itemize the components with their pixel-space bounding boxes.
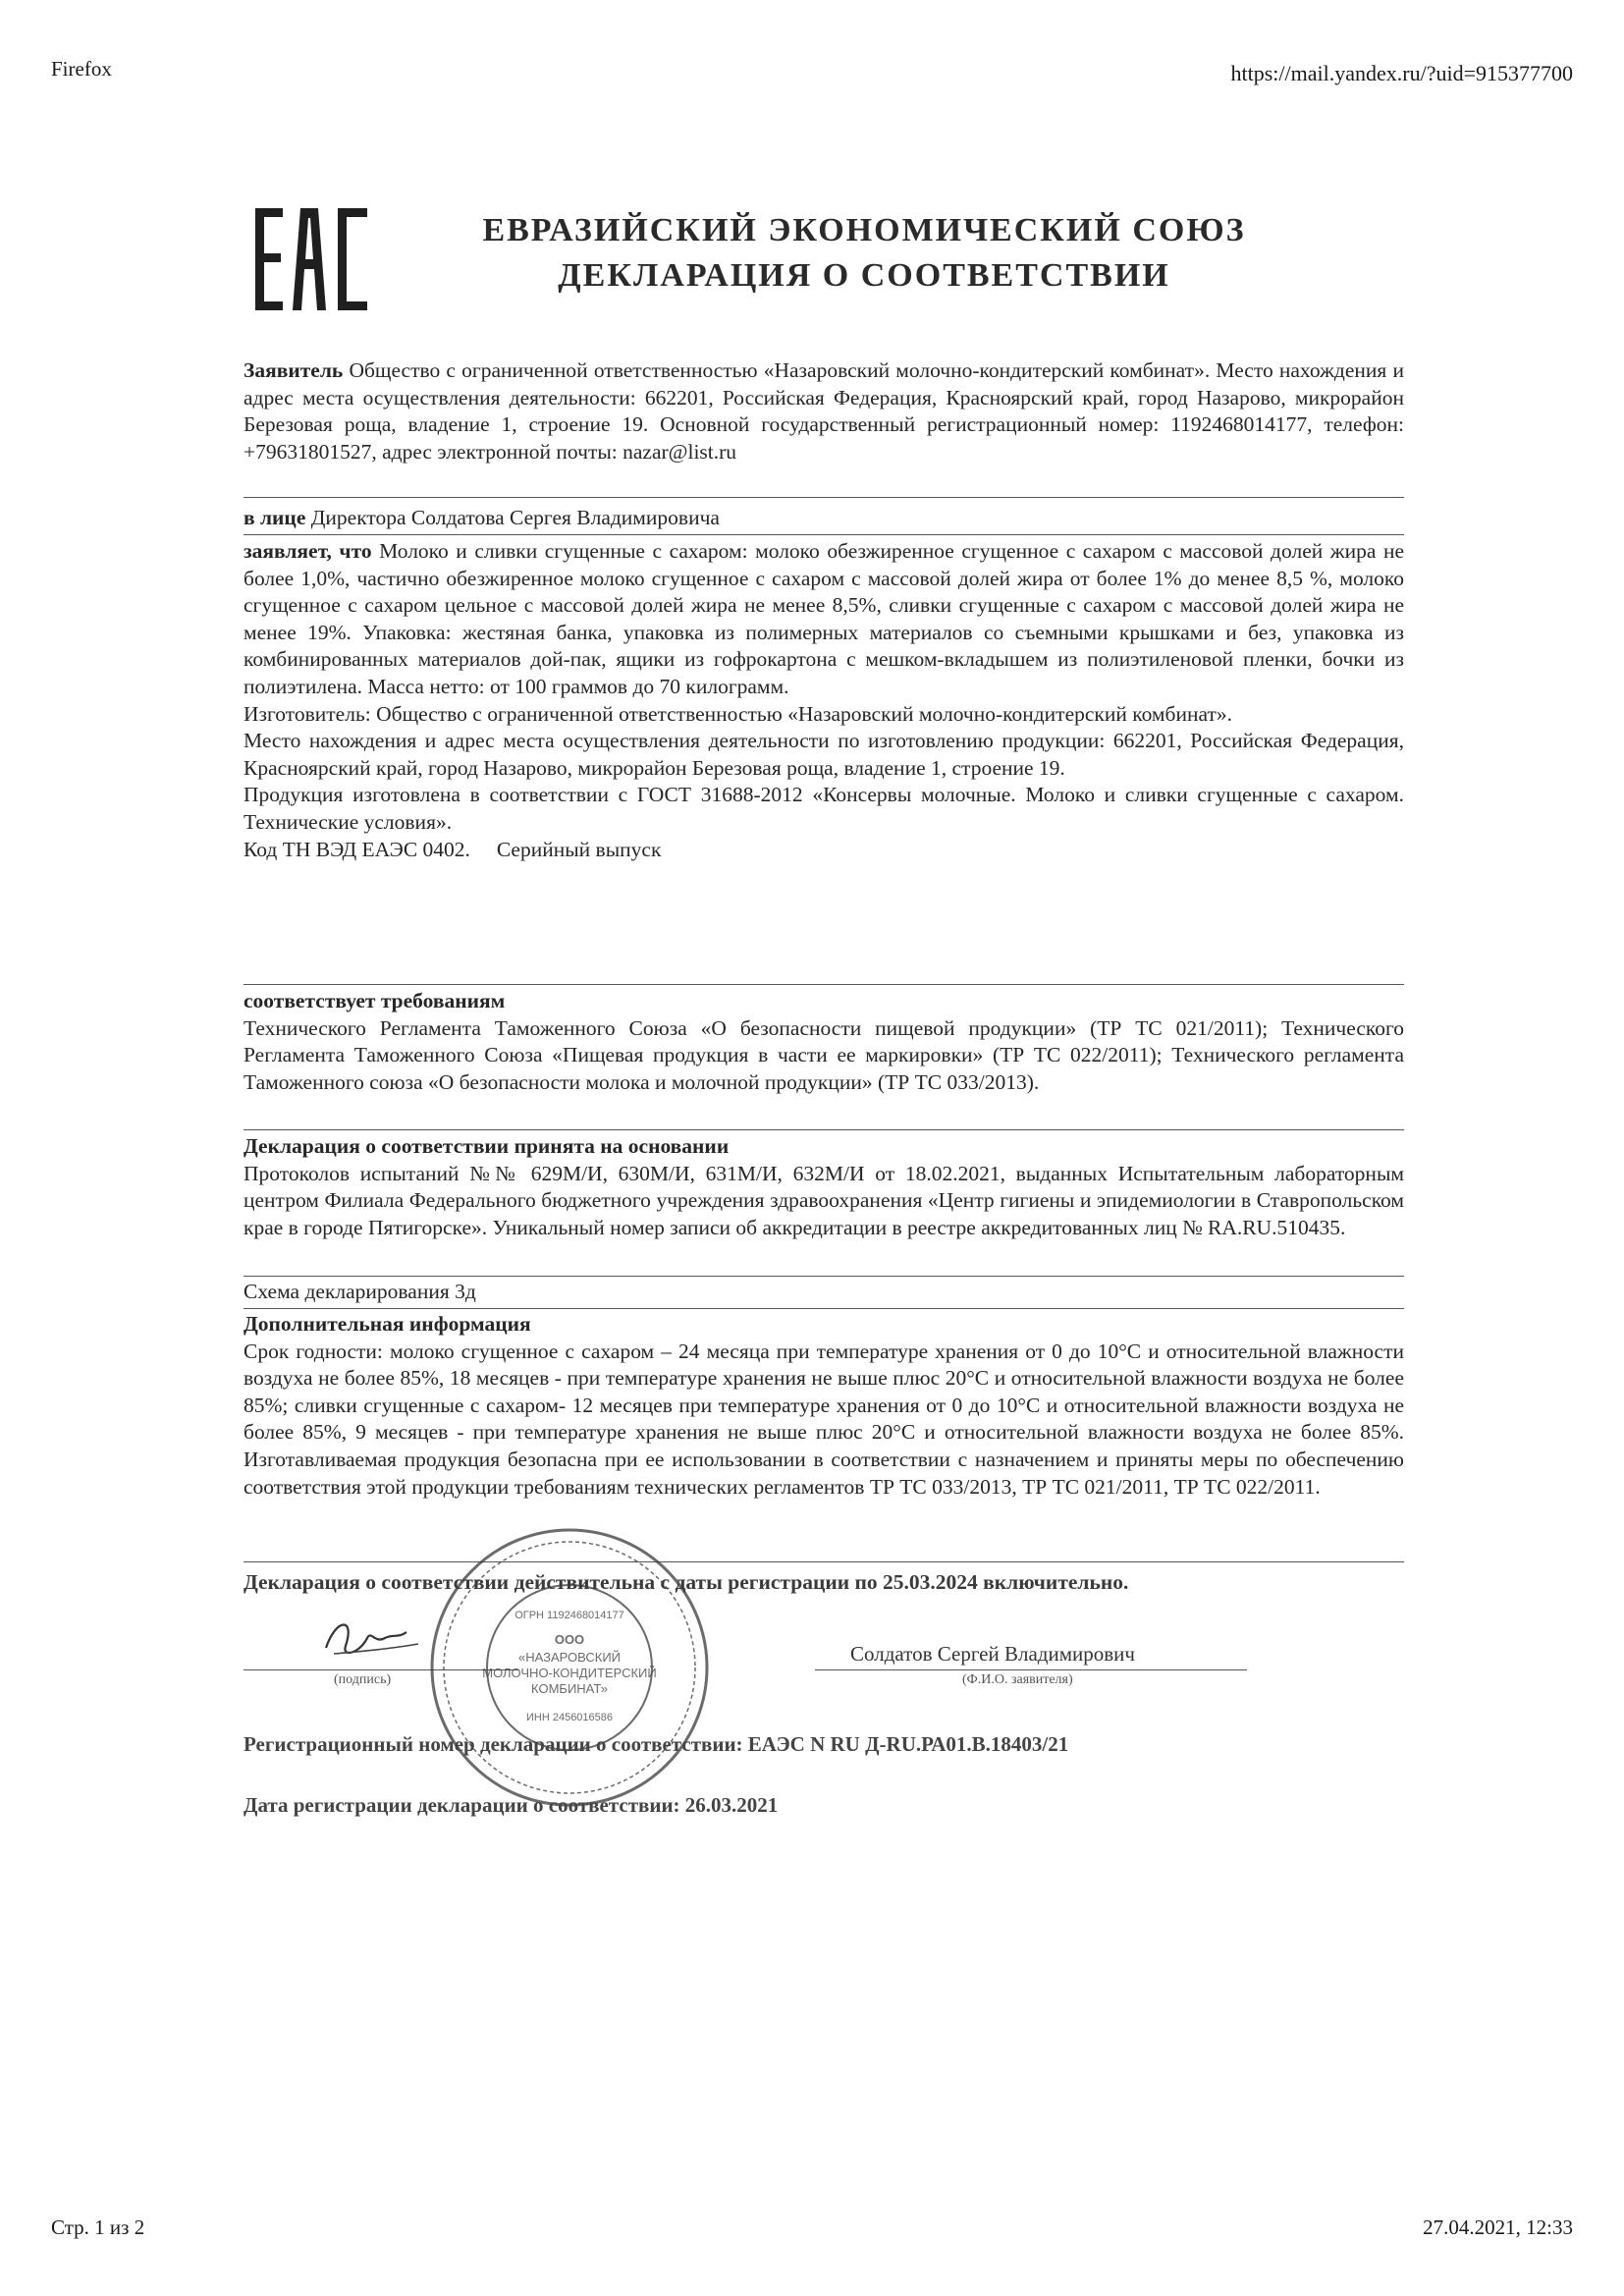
divider — [244, 1561, 1404, 1562]
handwritten-signature — [316, 1609, 434, 1667]
name-caption: (Ф.И.О. заявителя) — [962, 1672, 1073, 1687]
scheme-section — [244, 1279, 1404, 1306]
svg-text:МОЛОЧНО-КОНДИТЕРСКИЙ: МОЛОЧНО-КОНДИТЕРСКИЙ — [482, 1666, 657, 1680]
release-type: Серийный выпуск — [496, 837, 662, 861]
svg-text:«НАЗАРОВСКИЙ: «НАЗАРОВСКИЙ — [517, 1650, 622, 1665]
registration-date: Дата регистрации декларации о соответствии: 26.03.2021 — [244, 1793, 779, 1817]
requirements-section — [244, 988, 1404, 1096]
basis-label: Декларация о соответствии принята на основании — [244, 1134, 730, 1158]
company-seal — [422, 1520, 717, 1815]
representative-label: в лице — [244, 506, 306, 529]
product-description: Молоко и сливки сгущенные с сахаром: молоко обезжиренное сгущенное с сахаром с массовой долей жира не более 1,0%, частично обезжиренное молоко сгущенное с сахаром с массовой долей жира от более 1% до менее 8,5 %, молоко сгущенное с сахаром цельное с массовой долей жира не менее 8,5%, сливки сгущенные с сахаром с массовой долей жира не менее 19%. Упаковка: жестяная банка, упаковка из полимерных материалов со съемными крышками и без, упаковка из комбинированных материалов дой-пак, ящики из гофрокартона с мешком-вкладышем из полиэтиленовой пленки, бочки из полиэтилена. Масса нетто: от 100 граммов до 70 килограмм. — [244, 539, 1405, 698]
requirements-label: соответствует требованиям — [244, 989, 506, 1012]
divider — [244, 984, 1404, 985]
declaration-subject-section — [244, 538, 1404, 863]
svg-text:ОГРН 1192468014177: ОГРН 1192468014177 — [514, 1610, 624, 1621]
production-address: Место нахождения и адрес места осуществления деятельности по изготовлению продукции: 662201, Российская Федерация, Красноярский край, город Назарово, микрорайон Березовая роща, владение 1, строение 19. — [244, 729, 1404, 780]
applicant-section — [244, 357, 1404, 465]
svg-text:ООО: ООО — [554, 1632, 585, 1647]
manufacturer-text: Изготовитель: Общество с ограниченной ответственностью «Назаровский молочно-кондитерский комбинат». — [244, 701, 1232, 726]
representative-text: Директора Солдатова Сергея Владимировича — [310, 506, 720, 529]
divider — [244, 1276, 1404, 1277]
requirements-text: Технического Регламента Таможенного Союза «О безопасности пищевой продукции» (ТР ТС 021/2011); Технического Регламента Таможенного Союза «Пищевая продукция в части ее маркировки» (ТР ТС 022/2011); Технического регламента Таможенного союза «О безопасности молока и молочной продукции» (ТР ТС 033/2013). — [244, 1015, 1404, 1094]
svg-text:ИНН 2456016586: ИНН 2456016586 — [525, 1712, 614, 1723]
declaration-scheme: Схема декларирования 3д — [244, 1280, 476, 1303]
divider — [244, 1129, 1404, 1130]
applicant-label: Заявитель — [244, 358, 344, 382]
eac-mark-icon — [253, 204, 369, 314]
additional-info-section — [244, 1311, 1404, 1501]
divider — [244, 534, 1404, 535]
divider — [244, 497, 1404, 498]
registration-number: Регистрационный номер декларации о соответствии: ЕАЭС N RU Д-RU.РА01.В.18403/21 — [244, 1732, 1069, 1756]
signature-caption: (подпись) — [334, 1672, 392, 1687]
page-counter: Стр. 1 из 2 — [51, 2215, 145, 2239]
document-heading-declaration: ДЕКЛАРАЦИЯ О СООТВЕТСТВИИ — [558, 257, 1170, 294]
validity-statement: Декларация о соответствии действительна с даты регистрации по 25.03.2024 включительно. — [244, 1570, 1129, 1594]
basis-section — [244, 1133, 1404, 1241]
signatory-name: Солдатов Сергей Владимирович — [850, 1642, 1135, 1666]
name-line — [815, 1669, 1247, 1670]
declares-label: заявляет, что — [244, 539, 372, 563]
basis-text: Протоколов испытаний №№ 629М/И, 630М/И, 631М/И, 632М/И от 18.02.2021, выданных Испытательным лабораторным центром Филиала Федерального бюджетного учреждения здравоохранения «Центр гигиены и эпидемиологии в Ставропольском крае в городе Пятигорске». Уникальный номер записи об аккредитации в реестре аккредитованных лиц № RA.RU.510435. — [244, 1161, 1404, 1239]
customs-code: Код ТН ВЭД ЕАЭС 0402. — [244, 837, 470, 861]
svg-text:КОМБИНАТ»: КОМБИНАТ» — [531, 1681, 608, 1696]
browser-app-name: Firefox — [51, 57, 112, 81]
additional-label: Дополнительная информация — [244, 1312, 531, 1336]
print-datetime: 27.04.2021, 12:33 — [1423, 2215, 1573, 2239]
standard-reference: Продукция изготовлена в соответствии с ГОСТ 31688-2012 «Консервы молочные. Молоко и сливки сгущенные с сахаром. Технические условия». — [244, 783, 1404, 834]
applicant-text: Общество с ограниченной ответственностью «Назаровский молочно-кондитерский комбинат». Место нахождения и адрес места осуществления деятельности: 662201, Российская Федерация, Красноярский край, город Назарово, микрорайон Березовая роща, владение 1, строение 19. Основной государственный регистрационный номер: 1192468014177, телефон: +79631801527, адрес электронной почты: nazar@list.ru — [244, 358, 1405, 464]
additional-text: Срок годности: молоко сгущенное с сахаром – 24 месяца при температуре хранения от 0 до 10°С и относительной влажности воздуха не более 85%, 18 месяцев - при температуре хранения не выше плюс 20°С и относительной влажности воздуха не более 85%; сливки сгущенные с сахаром- 12 месяцев при температуре хранения от 0 до 10°С и относительной влажности воздуха не более 85%, 9 месяцев - при температуре хранения не выше плюс 20°С и относительной влажности воздуха не более 85%. Изготавливаемая продукция безопасна при ее использовании в соответствии с назначением и приняты меры по обеспечению соответствия этой продукции требованиям технических регламентов ТР ТС 033/2013, ТР ТС 021/2011, ТР ТС 022/2011. — [244, 1339, 1404, 1499]
divider — [244, 1308, 1404, 1309]
representative-section — [244, 505, 1404, 532]
document-heading-union: ЕВРАЗИЙСКИЙ ЭКОНОМИЧЕСКИЙ СОЮЗ — [482, 212, 1246, 248]
page-url: https://mail.yandex.ru/?uid=915377700 — [1230, 61, 1573, 85]
